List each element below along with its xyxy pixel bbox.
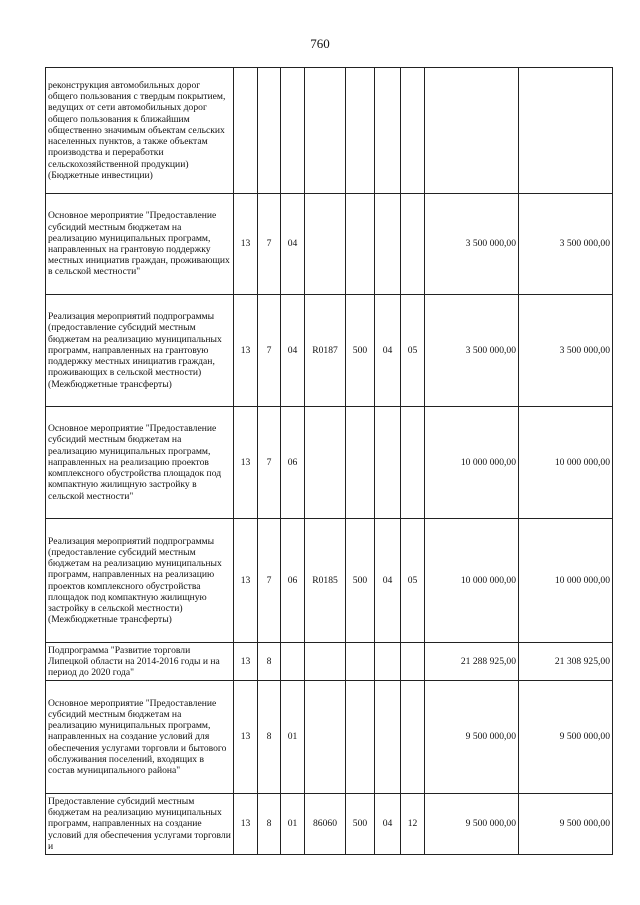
budget-table: [45, 67, 613, 855]
amount-second-year: 9 500 000,00: [519, 681, 613, 794]
item-name: Предоставление субсидий местным бюджетам на реализацию муниципальных программ, направленных на создание условий для обеспечения услугами торговли и: [46, 794, 234, 855]
target-article-code: R0185: [305, 519, 346, 643]
expense-type: [346, 681, 375, 794]
code-col-1: [234, 68, 258, 194]
code-col-3: 06: [281, 519, 305, 643]
code-col-2: 7: [258, 519, 281, 643]
target-article-code: [305, 681, 346, 794]
table-row: [46, 295, 613, 407]
code-col-2: 7: [258, 194, 281, 295]
table-row: [46, 68, 613, 194]
code-col-3: 04: [281, 295, 305, 407]
subsection-code: [401, 194, 425, 295]
section-code: [375, 68, 401, 194]
code-col-2: [258, 68, 281, 194]
amount-first-year: 10 000 000,00: [425, 519, 519, 643]
amount-second-year: 10 000 000,00: [519, 519, 613, 643]
section-code: 04: [375, 794, 401, 855]
code-col-3: [281, 643, 305, 681]
table-row: [46, 681, 613, 794]
target-article-code: [305, 68, 346, 194]
code-col-3: 04: [281, 194, 305, 295]
amount-second-year: 10 000 000,00: [519, 407, 613, 519]
expense-type: [346, 643, 375, 681]
item-name: Основное мероприятие "Предоставление субсидий местным бюджетам на реализацию муниципальных программ, направленных на создание условий для обеспечения услугами торговли и бытового обслуживания поселений, входящих в состав муниципального района": [46, 681, 234, 794]
expense-type: [346, 407, 375, 519]
amount-second-year: 3 500 000,00: [519, 295, 613, 407]
table-row: [46, 643, 613, 681]
amount-second-year: 3 500 000,00: [519, 194, 613, 295]
code-col-2: 8: [258, 681, 281, 794]
item-name: Реализация мероприятий подпрограммы (предоставление субсидий местным бюджетам на реализацию муниципальных программ, направленных на грантовую поддержку местных инициатив граждан, проживающих в сельской местности) (Межбюджетные трансферты): [46, 295, 234, 407]
subsection-code: [401, 643, 425, 681]
item-name: Основное мероприятие "Предоставление субсидий местным бюджетам на реализацию муниципальных программ, направленных на грантовую поддержку местных инициатив граждан, проживающих в сельской местности": [46, 194, 234, 295]
amount-second-year: 9 500 000,00: [519, 794, 613, 855]
expense-type: [346, 194, 375, 295]
code-col-3: [281, 68, 305, 194]
item-name: Подпрограмма "Развитие торговли Липецкой области на 2014-2016 годы и на период до 2020 года": [46, 643, 234, 681]
code-col-1: 13: [234, 519, 258, 643]
page-number: 760: [310, 36, 330, 51]
code-col-3: 01: [281, 681, 305, 794]
expense-type: 500: [346, 519, 375, 643]
target-article-code: [305, 643, 346, 681]
code-col-3: 01: [281, 794, 305, 855]
subsection-code: [401, 681, 425, 794]
amount-first-year: 3 500 000,00: [425, 194, 519, 295]
section-code: 04: [375, 295, 401, 407]
item-name: реконструкция автомобильных дорог общего пользования с твердым покрытием, ведущих от сети автомобильных дорог общего пользования к ближайшим общественно значимым объектам сельских населенных пунктов, а также объектам производства и переработки сельскохозяйственной продукции) (Бюджетные инвестиции): [46, 68, 234, 194]
section-code: [375, 681, 401, 794]
target-article-code: R0187: [305, 295, 346, 407]
section-code: [375, 194, 401, 295]
subsection-code: 05: [401, 519, 425, 643]
table-row: [46, 407, 613, 519]
item-name: Основное мероприятие "Предоставление субсидий местным бюджетам на реализацию муниципальных программ, направленных на реализацию проектов комплексного обустройства площадок под компактную жилищную застройку в сельской местности": [46, 407, 234, 519]
code-col-1: 13: [234, 194, 258, 295]
code-col-1: 13: [234, 295, 258, 407]
amount-first-year: 3 500 000,00: [425, 295, 519, 407]
code-col-1: 13: [234, 643, 258, 681]
code-col-2: 7: [258, 407, 281, 519]
code-col-1: 13: [234, 681, 258, 794]
code-col-1: 13: [234, 794, 258, 855]
amount-first-year: 10 000 000,00: [425, 407, 519, 519]
target-article-code: 86060: [305, 794, 346, 855]
amount-first-year: [425, 68, 519, 194]
section-code: [375, 407, 401, 519]
target-article-code: [305, 194, 346, 295]
code-col-3: 06: [281, 407, 305, 519]
table-row: [46, 194, 613, 295]
amount-first-year: 9 500 000,00: [425, 794, 519, 855]
code-col-1: 13: [234, 407, 258, 519]
amount-first-year: 9 500 000,00: [425, 681, 519, 794]
section-code: [375, 643, 401, 681]
expense-type: 500: [346, 794, 375, 855]
section-code: 04: [375, 519, 401, 643]
amount-second-year: [519, 68, 613, 194]
code-col-2: 7: [258, 295, 281, 407]
subsection-code: 05: [401, 295, 425, 407]
table-row: [46, 519, 613, 643]
amount-first-year: 21 288 925,00: [425, 643, 519, 681]
subsection-code: [401, 68, 425, 194]
subsection-code: 12: [401, 794, 425, 855]
target-article-code: [305, 407, 346, 519]
amount-second-year: 21 308 925,00: [519, 643, 613, 681]
table-row: [46, 794, 613, 855]
expense-type: 500: [346, 295, 375, 407]
code-col-2: 8: [258, 643, 281, 681]
expense-type: [346, 68, 375, 194]
code-col-2: 8: [258, 794, 281, 855]
item-name: Реализация мероприятий подпрограммы (предоставление субсидий местным бюджетам на реализацию муниципальных программ, направленных на реализацию проектов комплексного обустройства площадок под компактную жилищную застройку в сельской местности) (Межбюджетные трансферты): [46, 519, 234, 643]
subsection-code: [401, 407, 425, 519]
